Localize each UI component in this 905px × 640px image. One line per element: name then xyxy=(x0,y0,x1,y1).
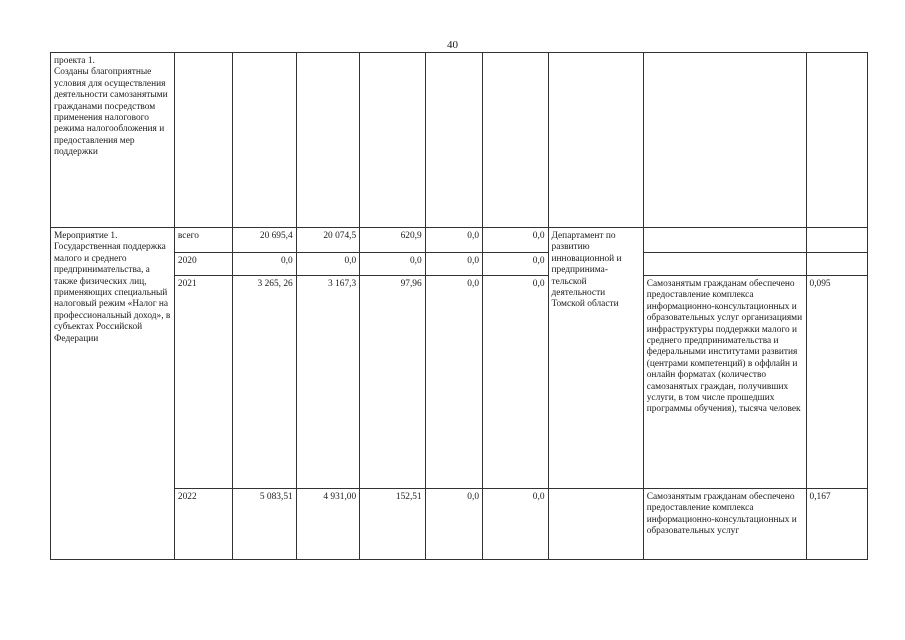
period-cell: всего xyxy=(174,228,232,253)
regional-cell: 152,51 xyxy=(360,489,426,560)
other-cell: 0,0 xyxy=(483,253,549,276)
empty-cell xyxy=(806,53,868,228)
local-cell: 0,0 xyxy=(425,489,482,560)
empty-cell xyxy=(296,53,359,228)
federal-cell: 0,0 xyxy=(296,253,359,276)
intro-text-cell: проекта 1. Созданы благоприятные условия для осуществления деятельности самозанятыми гражданами посредством применения налогового режима налогообложения и предоставления мер поддержки xyxy=(51,53,175,228)
federal-cell: 3 167,3 xyxy=(296,276,359,489)
total-cell: 0,0 xyxy=(233,253,296,276)
table-row xyxy=(51,53,868,228)
total-cell: 5 083,51 xyxy=(233,489,296,560)
empty-cell xyxy=(174,53,232,228)
executor-cell: Департамент по развитию инновационной и предпринима-тельской деятельности Томской области xyxy=(548,228,643,489)
regional-cell: 620,9 xyxy=(360,228,426,253)
empty-cell xyxy=(548,489,643,560)
other-cell: 0,0 xyxy=(483,489,549,560)
empty-cell xyxy=(643,228,806,253)
empty-cell xyxy=(425,53,482,228)
period-cell: 2020 xyxy=(174,253,232,276)
empty-cell xyxy=(548,53,643,228)
empty-cell xyxy=(483,53,549,228)
indicator-value-cell: 0,095 xyxy=(806,276,868,489)
regional-cell: 0,0 xyxy=(360,253,426,276)
empty-cell xyxy=(806,253,868,276)
total-cell: 20 695,4 xyxy=(233,228,296,253)
indicator-cell: Самозанятым гражданам обеспечено предоставление комплекса информационно-консультационных и образовательных услуг xyxy=(643,489,806,560)
regional-cell: 97,96 xyxy=(360,276,426,489)
period-cell: 2021 xyxy=(174,276,232,489)
empty-cell xyxy=(806,228,868,253)
empty-cell xyxy=(643,253,806,276)
period-cell: 2022 xyxy=(174,489,232,560)
federal-cell: 20 074,5 xyxy=(296,228,359,253)
empty-cell xyxy=(233,53,296,228)
local-cell: 0,0 xyxy=(425,253,482,276)
indicator-value-cell: 0,167 xyxy=(806,489,868,560)
total-cell: 3 265, 26 xyxy=(233,276,296,489)
indicator-cell: Самозанятым гражданам обеспечено предоставление комплекса информационно-консультационных и образовательных услуг организациями инфраструктуры поддержки малого и среднего предпринимательства и федеральными институтами развития (центрами компетенций) в оффлайн и онлайн форматах (количество самозанятых граждан, получивших услуги, в том числе прошедших программы обучения), тысяча человек xyxy=(643,276,806,489)
empty-cell xyxy=(643,53,806,228)
other-cell: 0,0 xyxy=(483,228,549,253)
table-row xyxy=(51,228,868,253)
local-cell: 0,0 xyxy=(425,276,482,489)
federal-cell: 4 931,00 xyxy=(296,489,359,560)
measure-name-cell: Мероприятие 1. Государственная поддержка малого и среднего предпринимательства, а также физических лиц, применяющих специальный налоговый режим «Налог на профессиональный доход», в субъектах Российской Федерации xyxy=(51,228,175,560)
local-cell: 0,0 xyxy=(425,228,482,253)
page-number: 40 xyxy=(447,39,458,51)
program-table xyxy=(50,52,868,560)
other-cell: 0,0 xyxy=(483,276,549,489)
empty-cell xyxy=(360,53,426,228)
